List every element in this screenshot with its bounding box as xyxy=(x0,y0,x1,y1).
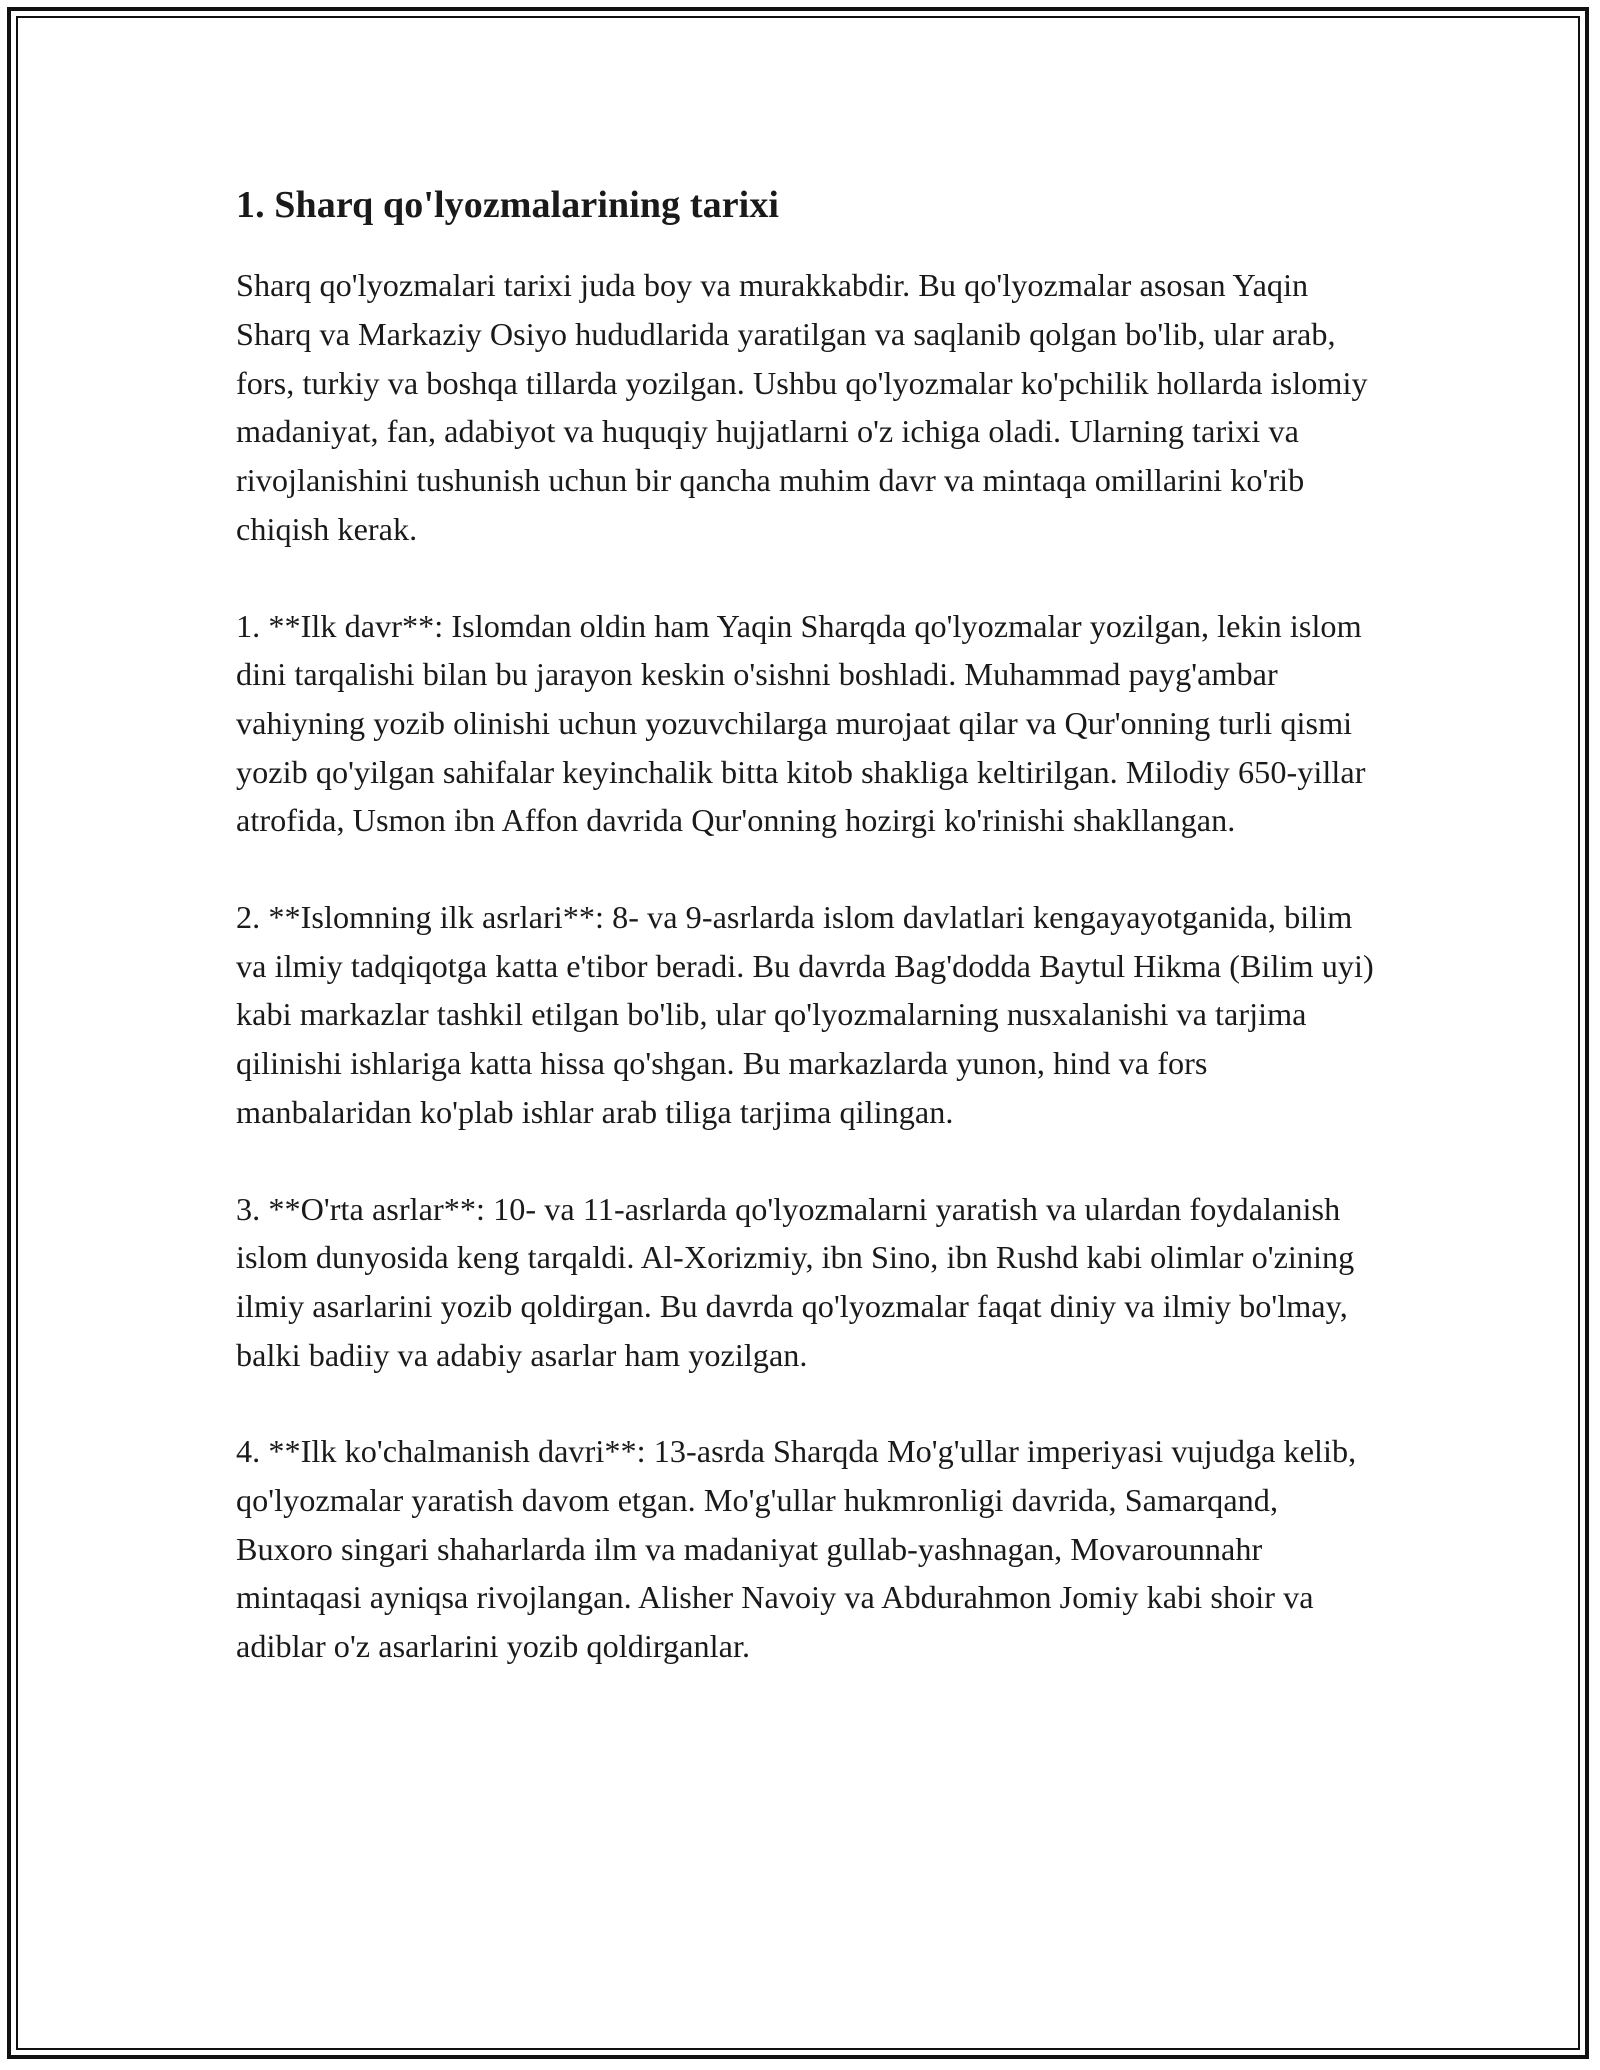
section-1-paragraph: 1. **Ilk davr**: Islomdan oldin ham Yaqin Sharqda qo'lyozmalar yozilgan, lekin islom dini tarqalishi bilan bu jarayon keskin o'sishni boshladi. Muhammad payg'ambar vahiyning yozib olinishi uchun yozuvchilarga murojaat qilar va Qur'onning turli qismi yozib qo'yilgan sahifalar keyinchalik bitta kitob shakliga keltirilgan. Milodiy 650-yillar atrofida, Usmon ibn Affon davrida Qur'onning hozirgi ko'rinishi shakllangan. xyxy=(236,607,1366,839)
section-3-paragraph: 3. **O'rta asrlar**: 10- va 11-asrlarda qo'lyozmalarni yaratish va ulardan foydalanish islom dunyosida keng tarqaldi. Al-Xorizmiy, ibn Sino, ibn Rushd kabi olimlar o'zining ilmiy asarlarini yozib qoldirgan. Bu davrda qo'lyozmalar faqat diniy va ilmiy bo'lmay, balki badiiy va adabiy asarlar ham yozilgan. xyxy=(236,1190,1355,1373)
document-body xyxy=(236,180,1376,1719)
section-2-paragraph: 2. **Islomning ilk asrlari**: 8- va 9-asrlarda islom davlatlari kengayayotganida, bilim va ilmiy tadqiqotga katta e'tibor beradi. Bu davrda Bag'dodda Baytul Hikma (Bilim uyi) kabi markazlar tashkil etilgan bo'lib, ular qo'lyozmalarning nusxalanishi va tarjima qilinishi ishlariga katta hissa qo'shgan. Bu markazlarda yunon, hind va fors manbalaridan ko'plab ishlar arab tiliga tarjima qilingan. xyxy=(236,899,1374,1130)
section-4-paragraph: 4. **Ilk ko'chalmanish davri**: 13-asrda Sharqda Mo'g'ullar imperiyasi vujudga kelib, qo'lyozmalar yaratish davom etgan. Mo'g'ullar hukmronligi davrida, Samarqand, Buxoro singari shaharlarda ilm va madaniyat gullab-yashnagan, Movarounnahr mintaqasi ayniqsa rivojlangan. Alisher Navoiy va Abdurahmon Jomiy kabi shoir va adiblar o'z asarlarini yozib qoldirganlar. xyxy=(236,1433,1357,1665)
intro-paragraph: Sharq qo'lyozmalari tarixi juda boy va murakkabdir. Bu qo'lyozmalar asosan Yaqin Sharq va Markaziy Osiyo hududlarida yaratilgan va saqlanib qolgan bo'lib, ular arab, fors, turkiy va boshqa tillarda yozilgan. Ushbu qo'lyozmalar ko'pchilik hollarda islomiy madaniyat, fan, adabiyot va huquqiy hujjatlarni o'z ichiga oladi. Ularning tarixi va rivojlanishini tushunish uchun bir qancha muhim davr va mintaqa omillarini ko'rib chiqish kerak. xyxy=(236,267,1368,547)
document-title: 1. Sharq qo'lyozmalarining tarixi xyxy=(236,184,780,226)
